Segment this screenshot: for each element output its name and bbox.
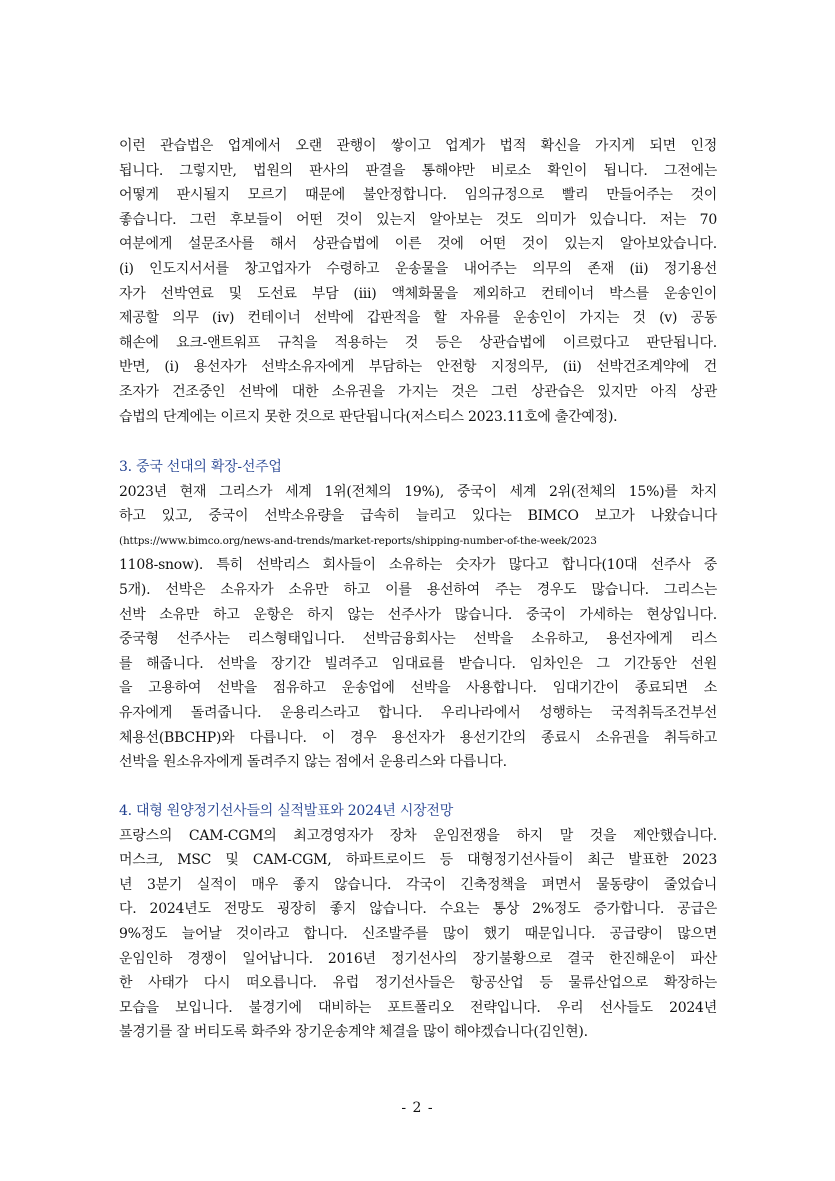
text-line: 하고 있고, 중국이 선박소유량을 급속히 늘리고 있다는 BIMCO 보고가 나왔습니다 <box>119 508 717 525</box>
text-line: 2023년 현재 그리스가 세계 1위(전체의 19%), 중국이 세계 2위(전체의 15%)를 차지 <box>119 483 717 500</box>
text-line: 1108-snow). 특히 선박리스 회사들이 소유하는 숫자가 많다고 합니다(10대 선주사 중 <box>119 557 717 574</box>
text-line: 모습을 보입니다. 불경기에 대비하는 포트폴리오 전략입니다. 우리 선사들도 2024년 <box>119 999 717 1016</box>
text-line: 반면, (i) 용선자가 선박소유자에게 부담하는 안전항 지정의무, (ii) 선박건조계약에 건 <box>119 359 717 376</box>
text-line: 좋습니다. 그런 후보들이 어떤 것이 있는지 알아보는 것도 의미가 있습니다. 저는 70 <box>119 211 717 228</box>
text-line: 년 3분기 실적이 매우 좋지 않습니다. 각국이 긴축정책을 펴면서 물동량이 줄었습니 <box>119 876 717 893</box>
text-line: 5개). 선박은 소유자가 소유만 하고 이를 용선하여 주는 경우도 많습니다. 그리스는 <box>119 581 717 598</box>
text-line: 자가 선박연료 및 도선료 부담 (iii) 액체화물을 제외하고 컨테이너 박스를 운송인이 <box>119 285 717 302</box>
text-line: 머스크, MSC 및 CAM-CGM, 하파트로이드 등 대형정기선사들이 최근 발표한 2023 <box>119 852 717 869</box>
text-line: 체용선(BBCHP)와 다릅니다. 이 경우 용선자가 용선기간의 종료시 소유권을 취득하고 <box>119 729 717 746</box>
text-line: 이런 관습법은 업계에서 오랜 관행이 쌓이고 업계가 법적 확신을 가지게 되면 인정 <box>119 138 717 154</box>
text-line: 어떻게 판시될지 모르기 때문에 불안정합니다. 임의규정으로 빨리 만들어주는 것이 <box>119 187 717 204</box>
text-line: 유자에게 돌려줍니다. 운용리스라고 합니다. 우리나라에서 성행하는 국적취득조건부선 <box>119 704 717 721</box>
text-line: 운임인하 경쟁이 일어납니다. 2016년 정기선사의 장기불황으로 결국 한진해운이 파산 <box>119 950 717 967</box>
section-china-fleet <box>119 455 717 775</box>
text-line: 습법의 단계에는 이르지 못한 것으로 판단됩니다(저스티스 2023.11호에 출간예정). <box>119 408 618 425</box>
section-heading: 3. 중국 선대의 확장-선주업 <box>119 459 282 475</box>
text-line: 선박 소유만 하고 운항은 하지 않는 선주사가 많습니다. 중국이 가세하는 현상입니다. <box>119 606 717 623</box>
text-line: 다. 2024년도 전망도 굉장히 좋지 않습니다. 수요는 통상 2%정도 증가합니다. 공급은 <box>119 901 717 918</box>
text-line: 선박을 원소유자에게 돌려주지 않는 점에서 운용리스와 다릅니다. <box>119 754 507 771</box>
text-line: 9%정도 늘어날 것이라고 합니다. 신조발주를 많이 했기 때문입니다. 공급량이 많으면 <box>119 925 717 942</box>
text-line: 한 사태가 다시 떠오릅니다. 유럽 정기선사들은 항공산업 등 물류산업으로 확장하는 <box>119 975 717 992</box>
text-line: 를 해줍니다. 선박을 장기간 빌려주고 임대료를 받습니다. 임차인은 그 기간동안 선원 <box>119 655 717 672</box>
section-liner-results <box>119 799 717 1045</box>
text-line: 을 고용하여 선박을 점유하고 운송업에 선박을 사용합니다. 임대기간이 종료되면 소 <box>119 680 717 697</box>
section-heading: 4. 대형 원양정기선사들의 실적발표와 2024년 시장전망 <box>119 803 453 819</box>
page-number: - 2 - <box>401 1100 434 1116</box>
text-line: 해손에 요크-앤트워프 규칙을 적용하는 것 등은 상관습법에 이르렀다고 판단됩니다. <box>119 334 717 351</box>
url-line: (https://www.bimco.org/news-and-trends/market-reports/shipping-number-of-the-week/2023 <box>119 534 597 547</box>
text-line: 여분에게 설문조사를 해서 상관습법에 이른 것에 어떤 것이 있는지 알아보았습니다. <box>119 236 717 253</box>
text-line: 불경기를 잘 버티도록 화주와 장기운송계약 체결을 많이 해야겠습니다(김인현). <box>119 1024 588 1041</box>
text-line: (i) 인도지서서를 창고업자가 수령하고 운송물을 내어주는 의무의 존재 (ii) 정기용선 <box>119 260 717 277</box>
text-line: 됩니다. 그렇지만, 법원의 판사의 판결을 통해야만 비로소 확인이 됩니다. 그전에는 <box>119 162 717 179</box>
text-line: 프랑스의 CAM-CGM의 최고경영자가 장차 운임전쟁을 하지 말 것을 제안했습니다. <box>119 827 717 844</box>
text-line: 중국형 선주사는 리스형태입니다. 선박금융회사는 선박을 소유하고, 용선자에게 리스 <box>119 631 717 648</box>
text-line: 제공할 의무 (iv) 컨테이너 선박에 갑판적을 할 자유를 운송인이 가지는 것 (v) 공동 <box>119 310 717 327</box>
text-line: 조자가 건조중인 선박에 대한 소유권을 가지는 것은 그런 상관습은 있지만 아직 상관 <box>119 383 717 400</box>
paragraph-customary-law <box>119 134 717 429</box>
